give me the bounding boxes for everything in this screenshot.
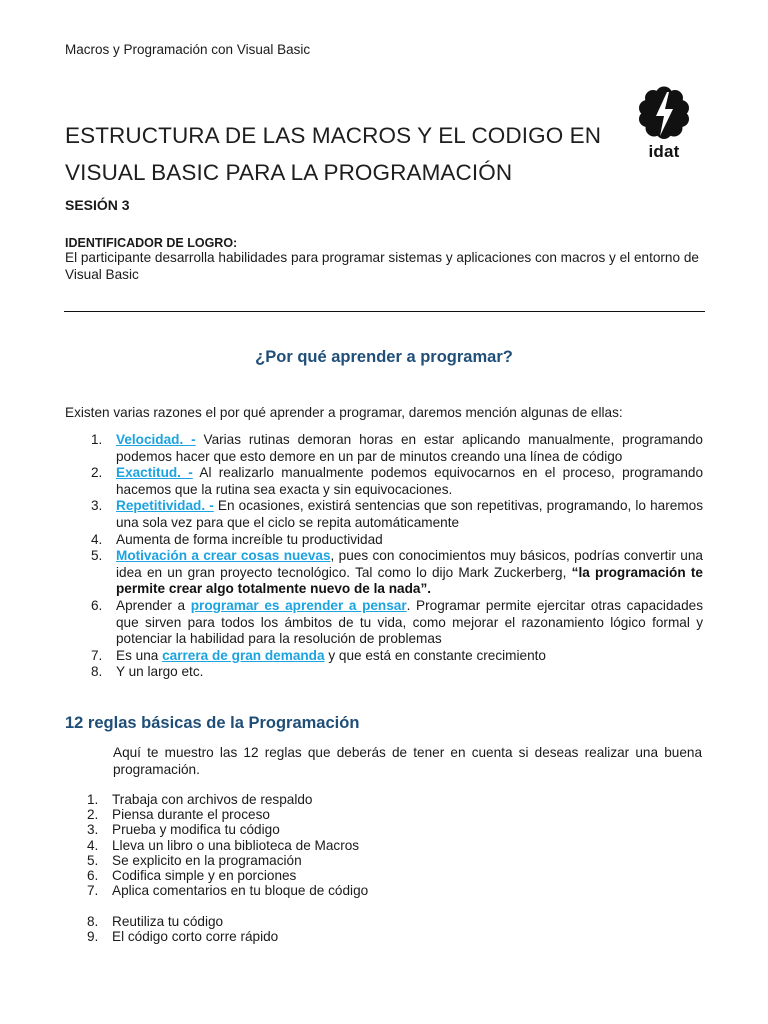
list-number: 5. [91,548,103,564]
keyword-link[interactable]: Exactitud. - [116,465,193,481]
document-title [65,117,625,191]
list-item [65,792,685,807]
idat-logo [634,86,694,164]
achievement-text: El participante desarrolla habilidades para programar sistemas y aplicaciones con macros y el entorno de Visual Basic [65,250,699,282]
list-item [65,648,703,665]
list-item-text: y que está en constante crecimiento [324,647,546,663]
why-intro-text: Existen varias razones el por qué aprender a programar, daremos mención algunas de ellas: [65,405,623,420]
achievement-label: IDENTIFICADOR DE LOGRO: [65,236,238,250]
list-item [65,914,685,929]
list-item-text: Y un largo etc. [116,664,204,680]
list-number: 8. [87,913,99,929]
list-number: 4. [91,531,103,547]
heading-programming-rules: 12 reglas básicas de la Programación [65,714,360,732]
list-item-text: El código corto corre rápido [112,929,279,945]
list-item-text: Codifica simple y en porciones [112,868,297,884]
idat-wordmark: idat [648,142,680,161]
list-item [65,883,685,898]
list-item-text: Lleva un libro o una biblioteca de Macros [112,837,360,853]
list-item [65,807,685,822]
list-item [65,838,685,853]
list-item [65,532,703,549]
list-item [65,548,703,598]
list-number: 3. [91,498,103,514]
list-number: 3. [87,822,99,838]
document-title-line-1: ESTRUCTURA DE LAS MACROS Y EL CODIGO EN [65,123,602,148]
list-item [65,868,685,883]
list-item [65,664,703,681]
list-item-text: Varias rutinas demoran horas en estar aplicando manualmente, programando podemos hacer que esto demore en un par de minutos creando una línea de código [116,432,703,464]
list-item-text: , pues con conocimientos muy básicos, podrías convertir una idea en un gran proyecto tecnológico. Tal como lo dijo Mark Zuckerberg, [116,548,703,580]
list-number: 5. [87,852,99,868]
list-item [65,822,685,837]
keyword-link[interactable]: carrera de gran demanda [162,647,325,663]
list-item-text: Aumenta de forma increíble tu productividad [116,531,383,547]
list-item [65,465,703,498]
list-item-text: . Programar permite ejercitar otras capacidades que sirven para todos los ámbitos de tu vida, como mejorar el razonamiento lógico formal y potenciar la habilidad para la resolución de problemas [116,597,703,647]
list-number: 2. [91,465,103,481]
keyword-link[interactable]: Velocidad. - [116,432,196,447]
list-item [65,598,703,648]
list-item-text: Aplica comentarios en tu bloque de código [112,883,369,899]
list-item-text: Piensa durante el proceso [112,807,270,823]
list-item [65,498,703,531]
document-title-line-2: VISUAL BASIC PARA LA PROGRAMACIÓN [65,160,513,185]
reasons-list [65,432,703,681]
list-number: 4. [87,837,99,853]
session-label: SESIÓN 3 [65,197,130,213]
keyword-link[interactable]: Motivación a crear cosas nuevas [116,548,331,564]
list-item [65,432,703,465]
list-item-text: Prueba y modifica tu código [112,822,280,838]
list-item [65,853,685,868]
running-header: Macros y Programación con Visual Basic [65,42,311,57]
list-number: 6. [91,597,103,613]
list-item-text: En ocasiones, existirá sentencias que son repetitivas, programando, lo haremos una sola vez para que el ciclo se repita automáticamente [116,498,703,530]
rules-list [65,792,685,944]
keyword-link[interactable]: Repetitividad. - [116,498,214,514]
list-number: 7. [91,647,103,663]
list-item-text: Al realizarlo manualmente podemos equivocarnos en el proceso, programando hacemos que la rutina sea exacta y sin equivocaciones. [116,465,704,497]
list-number: 9. [87,929,99,945]
keyword-link[interactable]: programar es aprender a pensar [190,597,407,613]
list-number: 2. [87,807,99,823]
list-item-text: Trabaja con archivos de respaldo [112,792,313,807]
list-item-prefix: Es una [116,647,163,663]
list-item-text: Se explicito en la programación [112,852,302,868]
brain-bolt-icon [634,86,694,142]
list-item [65,929,685,944]
list-item-text: Reutiliza tu código [112,913,224,929]
list-number: 8. [91,664,103,680]
rules-intro-text: Aquí te muestro las 12 reglas que deberás de tener en cuenta si deseas realizar una buena programación. [113,745,702,777]
list-number: 6. [87,868,99,884]
list-number: 1. [87,792,99,807]
section-divider [64,311,705,312]
list-number: 7. [87,883,99,899]
list-item-prefix: Aprender a [116,597,191,613]
zuckerberg-quote: “la programación te permite crear algo totalmente nuevo de la nada”. [116,564,703,597]
heading-why-program: ¿Por qué aprender a programar? [255,348,513,366]
list-number: 1. [91,432,103,447]
